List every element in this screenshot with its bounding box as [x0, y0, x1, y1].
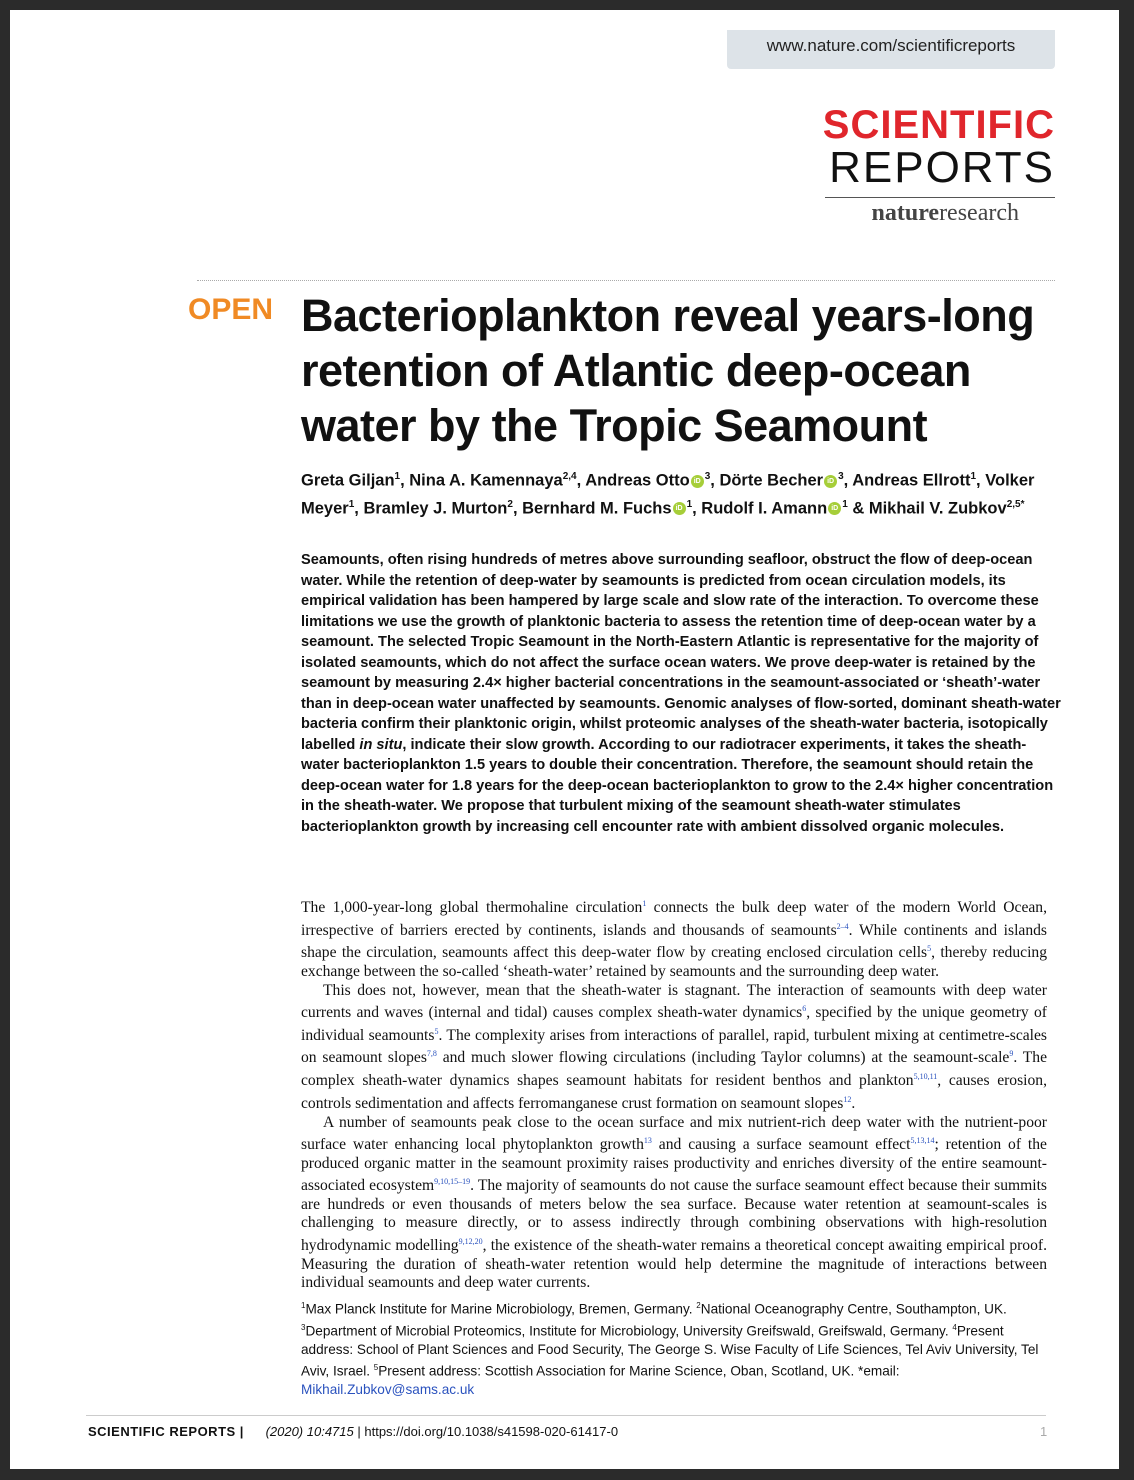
- citation-link[interactable]: 5: [434, 1026, 439, 1036]
- logo-scientific: SCIENTIFIC: [822, 103, 1055, 147]
- affiliation-text: Department of Microbial Proteomics, Institute for Microbiology, University Greifswald, Greifswald, Germany.: [305, 1323, 953, 1339]
- footer-journal: SCIENTIFIC REPORTS |: [88, 1424, 244, 1439]
- affiliation-number: 3: [301, 1322, 306, 1332]
- citation-link[interactable]: 7,8: [426, 1049, 437, 1059]
- logo-divider: [825, 197, 1055, 198]
- corresponding-email-link[interactable]: Mikhail.Zubkov@sams.ac.uk: [301, 1381, 475, 1397]
- orcid-icon[interactable]: iD: [828, 502, 841, 515]
- affiliation-number: 2: [696, 1301, 701, 1310]
- abstract: Seamounts, often rising hundreds of metres above surrounding seafloor, obstruct the flow of deep-ocean water. While the retention of deep-water by seamounts is predicted from ocean circulation models, its empirical validation has been hampered by large scale and slow rate of the interaction. To overcome these limitations we use the growth of planktonic bacteria to assess the retention time of deep-ocean water by a seamount. The selected Tropic Seamount in the North-Eastern Atlantic is representative for the majority of isolated seamounts, which do not affect the surface ocean waters. We prove deep-water is retained by the seamount by measuring 2.4× higher bacterial concentrations in the seamount-associated or ‘sheath’-water than in deep-ocean water unaffected by seamounts. Genomic analyses of flow-sorted, dominant sheath-water bacteria confirm their planktonic origin, whilst proteomic analyses of the sheath-water bacteria, isotopically labelled in situ, indicate their slow growth. According to our radiotracer experiments, it takes the sheath-water bacterioplankton 1.5 years to double their concentration. Therefore, the seamount should retain the deep-ocean water for 1.8 years for the deep-ocean bacterioplankton to grow to the 2.4× higher concentration in the sheath-water. We propose that turbulent mixing of the seamount sheath-water stimulates bacterioplankton growth by increasing cell encounter rate with ambient dissolved organic molecules.: [301, 552, 1061, 835]
- orcid-icon[interactable]: iD: [824, 475, 837, 488]
- author-affiliation-sup: 1: [394, 471, 401, 482]
- author-affiliation-sup: 2,5*: [1006, 498, 1025, 510]
- publisher-logo: natureresearch: [871, 200, 1019, 226]
- article-body: [301, 895, 1047, 1293]
- header-divider: [197, 280, 1055, 281]
- author-affiliation-sup: 1: [686, 498, 693, 510]
- footer-doi[interactable]: | https://doi.org/10.1038/s41598-020-61417-0: [357, 1424, 619, 1439]
- citation-link[interactable]: 5: [927, 944, 932, 954]
- open-access-label: OPEN: [188, 293, 274, 326]
- affiliation-text: Present address: School of Plant Sciences and Food Security, The George S. Wise Faculty of Life Sciences, Tel Aviv University, Tel Aviv, Israel.: [301, 1323, 1039, 1379]
- author-name[interactable]: Nina A. Kamennaya: [409, 471, 563, 490]
- author-name[interactable]: Greta Giljan: [301, 471, 395, 490]
- affiliation-number: 5: [373, 1362, 379, 1372]
- paper-page: [10, 10, 1119, 1469]
- logo-reports: REPORTS: [829, 143, 1055, 192]
- author-name[interactable]: Andreas Otto: [585, 471, 690, 490]
- body-paragraph: A number of seamounts peak close to the ocean surface and mix nutrient-rich deep water with the nutrient-poor surface water enhancing local phytoplankton growth$^{13}$ and causing a surface seamount effect$^{5,13,14}$; retention of the produced organic matter in the seamount proximity raises productivity and enriches diversity of the entire seamount-associated ecosystem$^{9,10,15-19}$. The majority of seamounts do not cause the surface seamount effect because their summits are hundreds or even thousands of meters below the sea surface. Because water retention at seamount-scales is challenging to measure directly, or to assess indirectly through combining observations with high-resolution hydrodynamic modelling$^{9,12,20}$, the existence of the sheath-water remains a theoretical concept awaiting empirical proof. Measuring the duration of sheath-water retention would help determine the magnitude of interactions between individual seamounts and deep water currents.: [301, 1113, 1047, 1292]
- affiliation-text: National Oceanography Centre, Southampton, UK.: [700, 1301, 1007, 1317]
- author-affiliation-sup: 1: [842, 498, 848, 510]
- article-title: Bacterioplankton reveal years-long retention of Atlantic deep-ocean water by the Tropic Seamount: [301, 290, 1035, 451]
- citation-link[interactable]: 9,12,20: [458, 1236, 483, 1246]
- citation-link[interactable]: 1: [642, 899, 647, 908]
- author-affiliation-sup: 2,4: [562, 471, 577, 482]
- author-affiliation-sup: 3: [838, 471, 844, 482]
- citation-link[interactable]: 5,10,11: [913, 1072, 938, 1082]
- footer-citation: (2020) 10:4715: [265, 1424, 354, 1439]
- orcid-icon[interactable]: iD: [673, 502, 686, 515]
- affiliation-text: Present address: Scottish Association for Marine Science, Oban, Scotland, UK.: [378, 1363, 859, 1379]
- journal-url[interactable]: www.nature.com/scientificreports: [727, 30, 1055, 69]
- journal-logo: [823, 105, 1055, 227]
- body-paragraph: This does not, however, mean that the sheath-water is stagnant. The interaction of seamounts with deep water currents and waves (internal and tidal) causes complex sheath-water dynamics$^6$, specified by the unique geometry of individual seamounts$^5$. The complexity arises from interactions of parallel, rapid, turbulent mixing at centimetre-scales on seamount slopes$^{7,8}$ and much slower flowing circulations (including Taylor columns) at the seamount-scale$^9$. The complex sheath-water dynamics shapes seamount habitats for resident benthos and plankton$^{5,10,11}$, causes erosion, controls sedimentation and affects ferromanganese crust formation on seamount slopes$^{12}$.: [301, 981, 1047, 1112]
- footer-divider: [86, 1415, 1046, 1416]
- author-affiliation-sup: 3: [704, 471, 711, 482]
- page-footer: [88, 1424, 618, 1439]
- author-name[interactable]: Mikhail V. Zubkov: [868, 499, 1007, 517]
- author-name[interactable]: Bernhard M. Fuchs: [522, 499, 672, 517]
- author-name[interactable]: Rudolf I. Amann: [701, 499, 828, 517]
- citation-link[interactable]: 2–4: [836, 921, 849, 931]
- author-affiliation-sup: 1: [348, 498, 355, 510]
- citation-link[interactable]: 6: [802, 1004, 807, 1014]
- orcid-icon[interactable]: iD: [691, 475, 704, 488]
- page-number: 1: [1040, 1424, 1048, 1439]
- author-name[interactable]: Volker Meyer: [301, 471, 1035, 517]
- author-list: Greta Giljan$^1$, Nina A. Kamennaya$^{2,4}$, Andreas Otto iD $^3$, Dörte Becher iD $^3$, Andreas Ellrott$^1$, Volker Meyer$^1$, Bramley J. Murton$^2$, Bernhard M. Fuchs iD $^1$, Rudolf I. Amann iD $^1$ & Mikhail V. Zubkov$^{2,5*}$: [301, 471, 1035, 517]
- citation-link[interactable]: 5,13,14: [910, 1136, 935, 1145]
- citation-link[interactable]: 12: [843, 1094, 852, 1104]
- citation-link[interactable]: 9,10,15–19: [434, 1177, 471, 1187]
- body-paragraph: The 1,000-year-long global thermohaline circulation$^1$ connects the bulk deep water of the modern World Ocean, irrespective of barriers erected by continents, islands and thousands of seamounts$^{2-4}$. While continents and islands shape the circulation, seamounts affect this deep-water flow by creating enclosed circulation cells$^5$, thereby reducing exchange between the so-called ‘sheath-water’ retained by seamounts and the surrounding deep water.: [301, 899, 1047, 981]
- affiliation-number: 4: [952, 1322, 957, 1332]
- affiliation-number: 1: [301, 1301, 306, 1310]
- affiliation-text: Max Planck Institute for Marine Microbiology, Bremen, Germany.: [305, 1301, 697, 1317]
- affiliations: [301, 1297, 1047, 1399]
- citation-link[interactable]: 13: [643, 1136, 652, 1145]
- citation-link[interactable]: 9: [1009, 1049, 1014, 1059]
- author-affiliation-sup: 2: [507, 498, 513, 510]
- email-label: *email:: [858, 1363, 900, 1379]
- author-name[interactable]: Bramley J. Murton: [363, 499, 508, 517]
- author-name[interactable]: Dörte Becher: [719, 471, 824, 490]
- author-name[interactable]: Andreas Ellrott: [852, 471, 971, 490]
- author-affiliation-sup: 1: [970, 471, 977, 482]
